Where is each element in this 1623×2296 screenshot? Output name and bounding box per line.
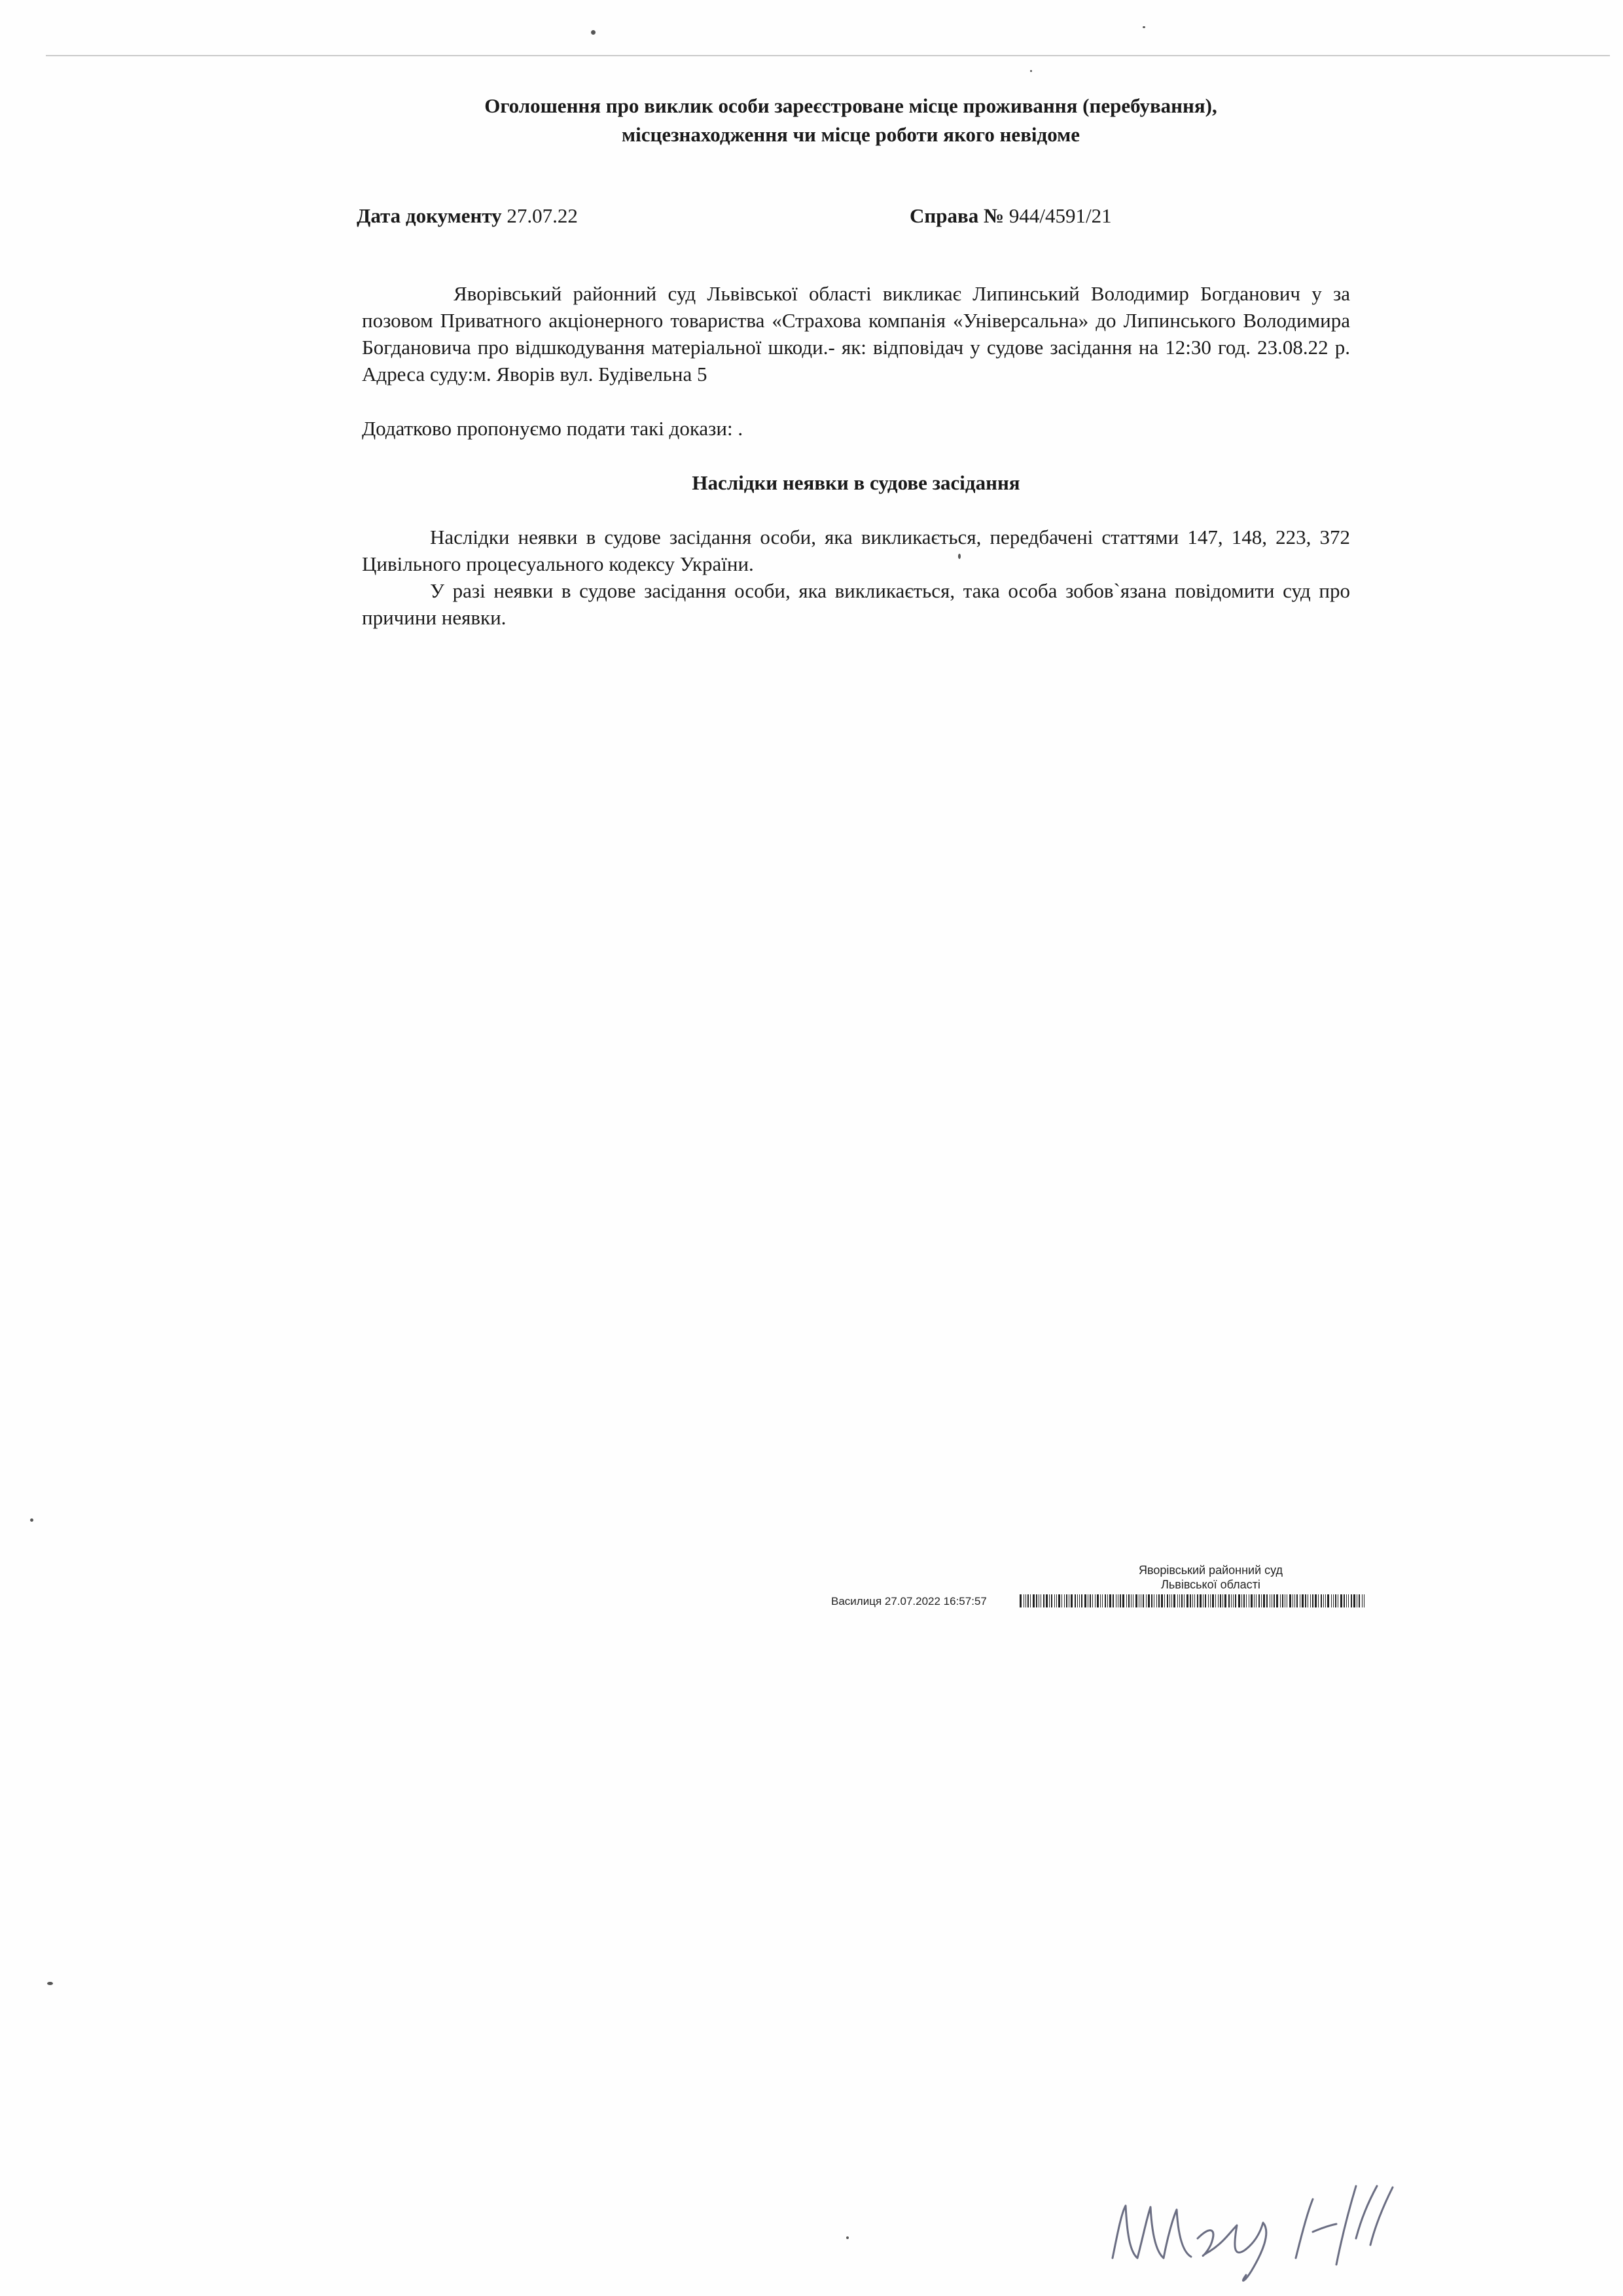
barcode-bar: [1327, 1594, 1329, 1607]
barcode-bar: [1215, 1594, 1216, 1607]
barcode-bar: [1228, 1594, 1230, 1607]
barcode-bar: [1305, 1594, 1306, 1607]
barcode-bar: [1331, 1594, 1332, 1607]
barcode-bar: [1333, 1594, 1334, 1607]
barcode-bar: [1030, 1594, 1031, 1607]
scan-speck: [591, 30, 596, 35]
evidence-paragraph: Додатково пропонуємо подати такі докази: .: [362, 417, 743, 440]
barcode-bar: [1203, 1594, 1204, 1607]
barcode-bar: [1256, 1594, 1257, 1607]
barcode-bar: [1251, 1594, 1253, 1607]
barcode-bar: [1310, 1594, 1311, 1607]
barcode-bar: [1212, 1594, 1214, 1607]
barcode-bar: [1105, 1594, 1106, 1607]
barcode-bar: [1282, 1594, 1283, 1607]
barcode-bar: [1266, 1594, 1268, 1607]
barcode-bar: [1027, 1594, 1029, 1607]
summons-paragraph: Яворівський районний суд Львівської області викликає Липинський Володимир Богданович у за позовом Приватного акціонерного товариства «Страхова компанія «Універсальна» до Липинського Володимира Богдановича про відшкодування матеріальної шкоди.- як: відповідач у судове засідання на 12:30 год. 23.08.22 р. Адреса суду:м. Яворів вул. Будівельна 5: [362, 282, 1350, 386]
barcode-bar: [1058, 1594, 1060, 1607]
barcode-bar: [1033, 1594, 1035, 1607]
barcode-bar: [1173, 1594, 1175, 1607]
barcode-bar: [1079, 1594, 1080, 1607]
barcode-bar: [1128, 1594, 1130, 1607]
barcode-bar: [1321, 1594, 1322, 1607]
barcode-bar: [1095, 1594, 1096, 1607]
barcode-bar: [1241, 1594, 1242, 1607]
barcode-bar: [1296, 1594, 1298, 1607]
title-line-1: Оголошення про виклик особи зареєстроване місце проживання (перебування),: [484, 94, 1217, 117]
barcode-bar: [1046, 1594, 1048, 1607]
barcode-bar: [1197, 1594, 1198, 1607]
barcode-bar: [1238, 1594, 1240, 1607]
barcode-bar: [1122, 1594, 1124, 1607]
barcode-bar: [1194, 1594, 1195, 1607]
consequences-heading: Наслідки неявки в судове засідання: [692, 471, 1020, 494]
barcode-bar: [1335, 1594, 1336, 1607]
barcode-bar: [1148, 1594, 1150, 1607]
barcode-bar: [1362, 1594, 1363, 1607]
barcode-bar: [1090, 1594, 1091, 1607]
barcode-bar: [1208, 1594, 1209, 1607]
barcode-bar: [1143, 1594, 1144, 1607]
stamp-court-line-2: Львівської області: [1161, 1578, 1260, 1591]
barcode-bar: [1113, 1594, 1114, 1607]
barcode-bar: [1161, 1594, 1163, 1607]
barcode-bar: [1171, 1594, 1172, 1607]
case-value: 944/4591/21: [1008, 204, 1112, 227]
barcode-bar: [1043, 1594, 1044, 1607]
title-line-2: місцезнаходження чи місце роботи якого невідоме: [621, 123, 1080, 146]
barcode-bar: [1036, 1594, 1037, 1607]
case-number: [910, 203, 1112, 229]
barcode-bar: [1066, 1594, 1067, 1607]
scan-speck: [1030, 70, 1032, 72]
barcode-bar: [1276, 1594, 1278, 1607]
barcode-bar: [1167, 1594, 1168, 1607]
date-value: 27.07.22: [507, 204, 578, 227]
barcode-bar: [1280, 1594, 1281, 1607]
barcode-bar: [1190, 1594, 1191, 1607]
barcode-bar: [1224, 1594, 1226, 1607]
consequences-paragraph: Наслідки неявки в судове засідання особи, яка викликається, передбачені статтями 147, 148, 223, 372 Цивільного процесуального кодексу України.: [362, 526, 1350, 575]
scan-speck: [47, 1982, 53, 1985]
barcode-bar: [1246, 1594, 1247, 1607]
stamp-court-name: [1106, 1563, 1315, 1592]
handwritten-signature: [1099, 2160, 1414, 2291]
date-label: Дата документу: [357, 204, 502, 227]
barcode-bar: [1102, 1594, 1103, 1607]
barcode-bar: [1351, 1594, 1352, 1607]
barcode-bar: [1220, 1594, 1221, 1607]
barcode-bar: [1177, 1594, 1178, 1607]
barcode-bar: [1164, 1594, 1165, 1607]
barcode-bar: [1179, 1594, 1180, 1607]
barcode-bar: [1184, 1594, 1185, 1607]
barcode-bar: [1346, 1594, 1347, 1607]
barcode-bar: [1263, 1594, 1265, 1607]
barcode-bar: [1294, 1594, 1295, 1607]
barcode-bar: [1274, 1594, 1275, 1607]
barcode-bar: [1325, 1594, 1326, 1607]
barcode-bar: [1254, 1594, 1255, 1607]
barcode-bar: [1020, 1594, 1022, 1607]
barcode-bar: [1312, 1594, 1313, 1607]
barcode-bar: [1169, 1594, 1170, 1607]
barcode-bar: [1126, 1594, 1127, 1607]
barcode-bar: [1181, 1594, 1183, 1607]
barcode-bar: [1315, 1594, 1317, 1607]
barcode-bar: [1243, 1594, 1245, 1607]
barcode-bar: [1340, 1594, 1342, 1607]
barcode-bar: [1056, 1594, 1057, 1607]
barcode-bar: [1051, 1594, 1052, 1607]
barcode-bar: [1233, 1594, 1234, 1607]
barcode-bar: [1049, 1594, 1050, 1607]
barcode-bar: [1348, 1594, 1349, 1607]
barcode-bar: [1205, 1594, 1206, 1607]
scan-speck: [30, 1518, 33, 1522]
barcode-bar: [1151, 1594, 1152, 1607]
barcode-bar: [1222, 1594, 1223, 1607]
barcode-icon: [1020, 1594, 1366, 1607]
barcode-bar: [1186, 1594, 1188, 1607]
barcode-bar: [1100, 1594, 1101, 1607]
barcode-bar: [1353, 1594, 1355, 1607]
scan-top-edge: [46, 55, 1610, 56]
case-label: Справа №: [910, 204, 1005, 227]
barcode-bar: [1120, 1594, 1121, 1607]
barcode-bar: [1323, 1594, 1324, 1607]
barcode-bar: [1359, 1594, 1360, 1607]
barcode-bar: [1210, 1594, 1211, 1607]
barcode-bar: [1302, 1594, 1304, 1607]
barcode-bar: [1289, 1594, 1291, 1607]
scan-speck: [846, 2236, 849, 2239]
barcode-bar: [1092, 1594, 1093, 1607]
barcode-bar: [1258, 1594, 1260, 1607]
barcode-bar: [1071, 1594, 1073, 1607]
barcode-bar: [1075, 1594, 1076, 1607]
barcode-bar: [1131, 1594, 1132, 1607]
barcode-bar: [1054, 1594, 1055, 1607]
document-title: [353, 92, 1348, 149]
barcode-bar: [1200, 1594, 1202, 1607]
barcode-bar: [1218, 1594, 1219, 1607]
barcode-bar: [1344, 1594, 1345, 1607]
obligation-paragraph: У разі неявки в судове засідання особи, яка викликається, така особа зобов`язана повідомити суд про причини неявки.: [362, 579, 1350, 629]
barcode-bar: [1231, 1594, 1232, 1607]
barcode-bar: [1061, 1594, 1062, 1607]
barcode-bar: [1064, 1594, 1065, 1607]
barcode-bar: [1235, 1594, 1236, 1607]
stamp-court-line-1: Яворівський районний суд: [1138, 1564, 1283, 1577]
barcode-bar: [1109, 1594, 1111, 1607]
scan-speck: [1143, 26, 1145, 28]
barcode-bar: [1146, 1594, 1147, 1607]
barcode-bar: [1081, 1594, 1082, 1607]
barcode-bar: [1261, 1594, 1262, 1607]
stamp-signer-timestamp: Василиця 27.07.2022 16:57:57: [831, 1595, 987, 1607]
document-date: [357, 203, 578, 229]
barcode-bar: [1135, 1594, 1137, 1607]
barcode-bar: [1077, 1594, 1078, 1607]
barcode-bar: [1158, 1594, 1160, 1607]
barcode-bar: [1107, 1594, 1108, 1607]
barcode-bar: [1318, 1594, 1319, 1607]
barcode-bar: [1156, 1594, 1157, 1607]
barcode-bar: [1097, 1594, 1099, 1607]
barcode-bar: [1192, 1594, 1193, 1607]
barcode-bar: [1084, 1594, 1086, 1607]
